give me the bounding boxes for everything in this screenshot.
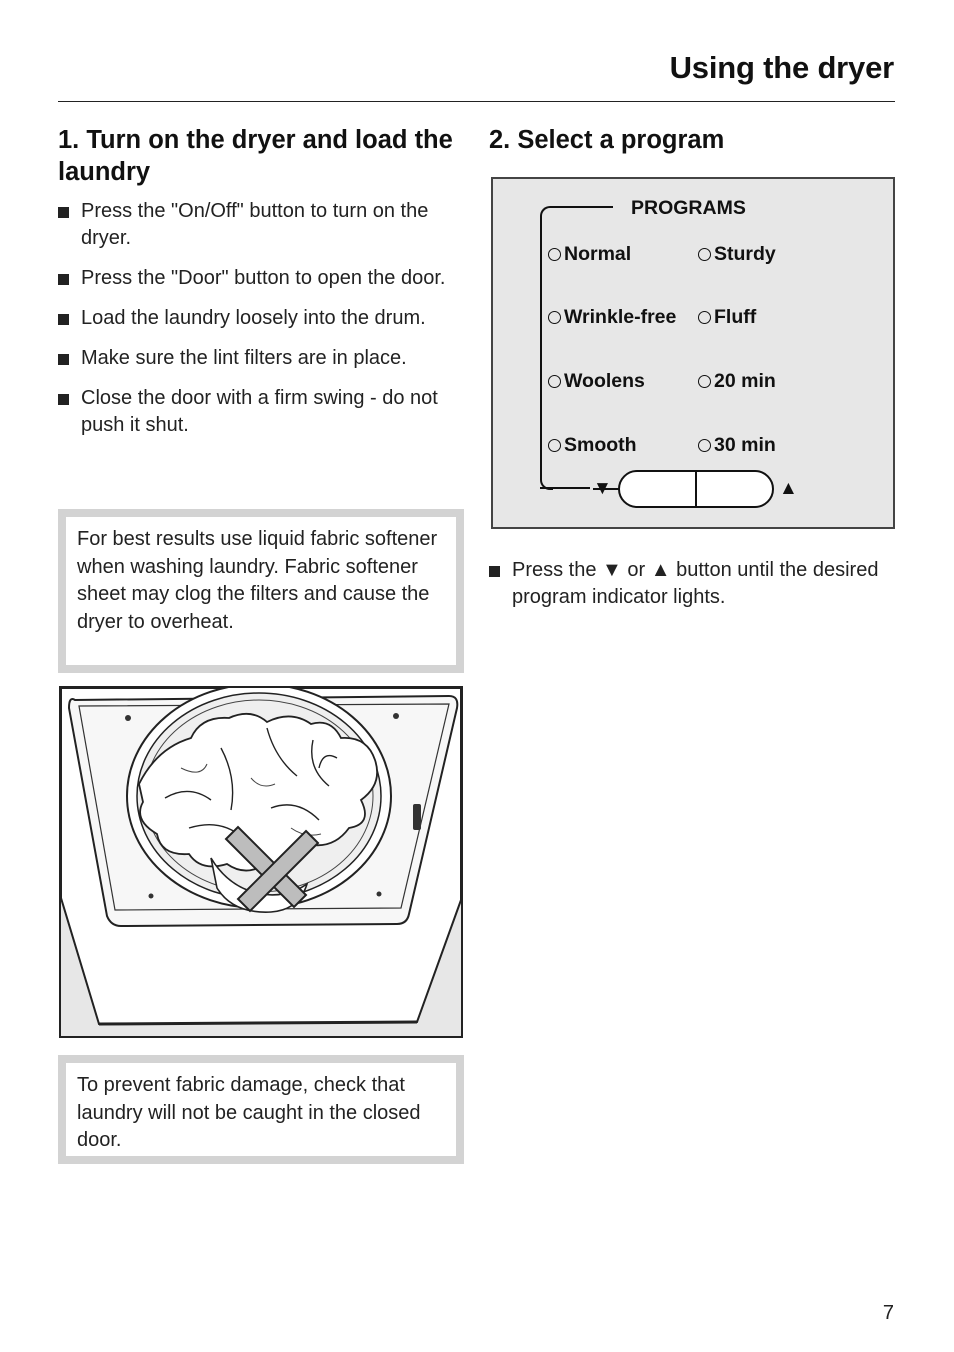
program-select-button[interactable] [618, 470, 774, 508]
bullet-item [58, 345, 464, 372]
select-program-instructions [489, 557, 889, 624]
program-label: Smooth [564, 434, 637, 456]
note-text: To prevent fabric damage, check that laundry will not be caught in the closed door. [77, 1074, 421, 1151]
bullet-text: Make sure the lint filters are in place. [81, 347, 407, 369]
indicator-light-icon [548, 248, 561, 261]
program-fluff[interactable] [698, 306, 756, 329]
program-label: Woolens [564, 370, 645, 392]
program-20-min[interactable] [698, 370, 776, 393]
bullet-text: Close the door with a firm swing - do not push it shut. [81, 387, 438, 436]
fabric-damage-note [58, 1055, 464, 1164]
bullet-item [58, 385, 464, 439]
indicator-light-icon [548, 439, 561, 452]
program-sturdy[interactable] [698, 243, 776, 266]
indicator-light-icon [698, 248, 711, 261]
bullet-text: Load the laundry loosely into the drum. [81, 307, 426, 329]
note-text: For best results use liquid fabric softener when washing laundry. Fabric softener sheet may clog the filters and cause the dryer to overheat. [77, 528, 438, 633]
program-label: Normal [564, 243, 632, 265]
program-label: 30 min [714, 434, 776, 456]
title-rule [58, 101, 895, 102]
bullet-item [58, 265, 464, 292]
program-label: Sturdy [714, 243, 776, 265]
programs-control-panel [491, 177, 895, 529]
bullet-item [489, 557, 889, 611]
dryer-door-illustration [59, 686, 463, 1038]
up-arrow-icon: ▲ [779, 478, 798, 499]
section-1-bullet-list [58, 198, 464, 439]
dryer-door-drawing [61, 688, 461, 1036]
bullet-text: Press the ▼ or ▲ button until the desired program indicator lights. [512, 559, 879, 608]
indicator-light-icon [698, 439, 711, 452]
bullet-text: Press the "On/Off" button to turn on the dryer. [81, 200, 429, 249]
programs-heading: PROGRAMS [631, 197, 746, 219]
page-number: 7 [882, 1302, 894, 1324]
section-1-heading: 1. Turn on the dryer and load the laundry [58, 126, 453, 186]
bullet-square-icon [58, 207, 69, 218]
indicator-light-icon [698, 311, 711, 324]
section-2-heading: 2. Select a program [489, 126, 725, 154]
indicator-light-icon [548, 311, 561, 324]
bracket-tail [540, 487, 590, 489]
fabric-softener-note [58, 509, 464, 673]
section-select-program [489, 124, 895, 156]
program-label: Wrinkle-free [564, 306, 677, 328]
bullet-square-icon [58, 274, 69, 285]
indicator-light-icon [548, 375, 561, 388]
indicator-light-icon [698, 375, 711, 388]
program-label: Fluff [714, 306, 757, 328]
program-label: 20 min [714, 370, 776, 392]
bullet-text: Press the "Door" button to open the door. [81, 267, 446, 289]
bullet-square-icon [489, 566, 500, 577]
bullet-item [58, 305, 464, 332]
bullet-square-icon [58, 394, 69, 405]
program-wrinkle-free[interactable] [548, 306, 676, 329]
program-smooth[interactable] [548, 434, 637, 457]
button-divider [695, 472, 697, 506]
bullet-square-icon [58, 314, 69, 325]
program-normal[interactable] [548, 243, 631, 266]
bullet-square-icon [58, 354, 69, 365]
bullet-item [58, 198, 464, 252]
section-turn-on-load [58, 124, 464, 452]
down-arrow-icon: ▼ [593, 478, 612, 499]
program-30-min[interactable] [698, 434, 776, 457]
page-title: Using the dryer [669, 50, 894, 85]
program-woolens[interactable] [548, 370, 645, 393]
